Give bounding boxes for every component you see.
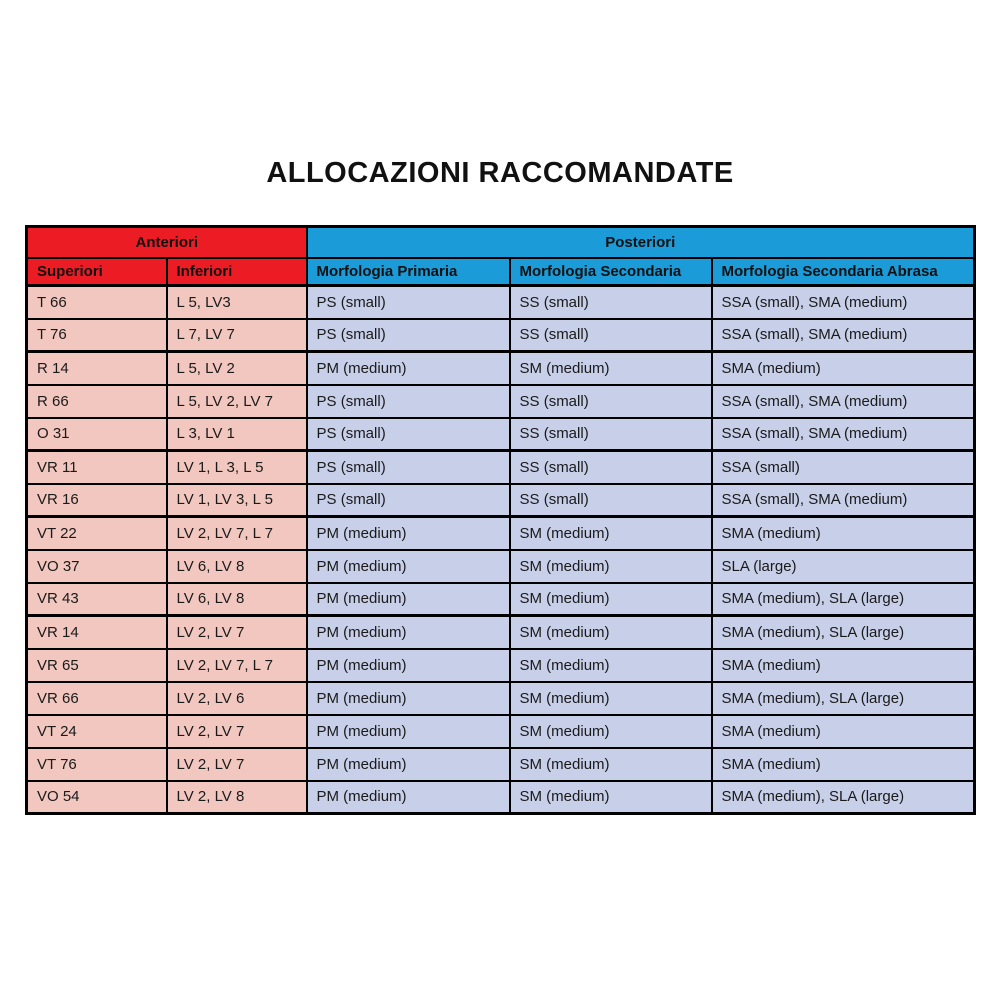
cell-morfologia-secondaria: SM (medium) <box>510 616 712 649</box>
table-row <box>27 649 975 682</box>
cell-superiori: T 66 <box>27 286 167 319</box>
cell-inferiori: L 7, LV 7 <box>167 319 307 352</box>
table-column-header-row <box>27 258 975 286</box>
cell-inferiori: LV 2, LV 8 <box>167 781 307 814</box>
table-row <box>27 418 975 451</box>
cell-morfologia-secondaria-abrasa: SMA (medium) <box>712 517 975 550</box>
table-body <box>27 286 975 814</box>
cell-superiori: R 66 <box>27 385 167 418</box>
cell-morfologia-secondaria: SM (medium) <box>510 715 712 748</box>
cell-superiori: VR 11 <box>27 451 167 484</box>
cell-morfologia-secondaria-abrasa: SLA (large) <box>712 550 975 583</box>
cell-morfologia-secondaria-abrasa: SSA (small), SMA (medium) <box>712 286 975 319</box>
cell-superiori: VR 16 <box>27 484 167 517</box>
cell-morfologia-secondaria-abrasa: SMA (medium), SLA (large) <box>712 781 975 814</box>
cell-morfologia-primaria: PS (small) <box>307 451 510 484</box>
cell-morfologia-secondaria: SS (small) <box>510 484 712 517</box>
cell-superiori: VR 65 <box>27 649 167 682</box>
cell-superiori: VO 54 <box>27 781 167 814</box>
cell-superiori: R 14 <box>27 352 167 385</box>
cell-morfologia-secondaria: SS (small) <box>510 385 712 418</box>
table-row <box>27 319 975 352</box>
column-header-morfologia-primaria: Morfologia Primaria <box>307 258 510 286</box>
cell-morfologia-secondaria-abrasa: SMA (medium) <box>712 748 975 781</box>
cell-morfologia-secondaria-abrasa: SSA (small), SMA (medium) <box>712 385 975 418</box>
cell-morfologia-secondaria: SM (medium) <box>510 748 712 781</box>
cell-superiori: VR 14 <box>27 616 167 649</box>
cell-morfologia-secondaria: SS (small) <box>510 286 712 319</box>
cell-inferiori: LV 1, L 3, L 5 <box>167 451 307 484</box>
cell-morfologia-secondaria: SS (small) <box>510 451 712 484</box>
cell-superiori: VO 37 <box>27 550 167 583</box>
group-header-posteriori: Posteriori <box>307 227 975 258</box>
cell-inferiori: L 5, LV 2, LV 7 <box>167 385 307 418</box>
cell-morfologia-secondaria: SM (medium) <box>510 649 712 682</box>
cell-morfologia-secondaria: SM (medium) <box>510 682 712 715</box>
cell-morfologia-secondaria-abrasa: SMA (medium) <box>712 352 975 385</box>
cell-morfologia-primaria: PM (medium) <box>307 649 510 682</box>
allocations-table <box>25 225 976 815</box>
table-row <box>27 583 975 616</box>
table-row <box>27 484 975 517</box>
cell-inferiori: LV 6, LV 8 <box>167 583 307 616</box>
table-group-header-row <box>27 227 975 258</box>
cell-morfologia-secondaria-abrasa: SMA (medium), SLA (large) <box>712 682 975 715</box>
cell-inferiori: LV 2, LV 7, L 7 <box>167 649 307 682</box>
table-row <box>27 616 975 649</box>
cell-morfologia-primaria: PM (medium) <box>307 583 510 616</box>
cell-superiori: O 31 <box>27 418 167 451</box>
column-header-morfologia-secondaria-abrasa: Morfologia Secondaria Abrasa <box>712 258 975 286</box>
cell-superiori: VT 24 <box>27 715 167 748</box>
column-header-superiori: Superiori <box>27 258 167 286</box>
cell-inferiori: LV 2, LV 7, L 7 <box>167 517 307 550</box>
cell-morfologia-secondaria-abrasa: SSA (small) <box>712 451 975 484</box>
cell-superiori: VR 66 <box>27 682 167 715</box>
cell-superiori: VT 22 <box>27 517 167 550</box>
cell-morfologia-primaria: PS (small) <box>307 418 510 451</box>
cell-morfologia-secondaria: SM (medium) <box>510 583 712 616</box>
cell-morfologia-secondaria: SS (small) <box>510 418 712 451</box>
column-header-inferiori: Inferiori <box>167 258 307 286</box>
cell-morfologia-primaria: PM (medium) <box>307 715 510 748</box>
cell-morfologia-secondaria: SM (medium) <box>510 352 712 385</box>
group-header-anteriori: Anteriori <box>27 227 307 258</box>
cell-inferiori: LV 6, LV 8 <box>167 550 307 583</box>
table-row <box>27 352 975 385</box>
cell-inferiori: L 3, LV 1 <box>167 418 307 451</box>
table-row <box>27 385 975 418</box>
table-row <box>27 517 975 550</box>
cell-superiori: VT 76 <box>27 748 167 781</box>
cell-morfologia-primaria: PM (medium) <box>307 352 510 385</box>
cell-morfologia-primaria: PM (medium) <box>307 781 510 814</box>
cell-morfologia-secondaria-abrasa: SMA (medium) <box>712 649 975 682</box>
cell-morfologia-primaria: PM (medium) <box>307 682 510 715</box>
cell-morfologia-primaria: PM (medium) <box>307 748 510 781</box>
table-row <box>27 715 975 748</box>
cell-morfologia-secondaria-abrasa: SMA (medium) <box>712 715 975 748</box>
table-row <box>27 682 975 715</box>
cell-morfologia-secondaria: SM (medium) <box>510 550 712 583</box>
table-row <box>27 451 975 484</box>
cell-morfologia-secondaria: SS (small) <box>510 319 712 352</box>
cell-superiori: VR 43 <box>27 583 167 616</box>
table-row <box>27 748 975 781</box>
cell-morfologia-primaria: PS (small) <box>307 385 510 418</box>
cell-morfologia-secondaria: SM (medium) <box>510 781 712 814</box>
cell-inferiori: L 5, LV 2 <box>167 352 307 385</box>
table-row <box>27 781 975 814</box>
cell-morfologia-primaria: PM (medium) <box>307 616 510 649</box>
cell-morfologia-secondaria-abrasa: SSA (small), SMA (medium) <box>712 418 975 451</box>
cell-inferiori: LV 1, LV 3, L 5 <box>167 484 307 517</box>
cell-inferiori: LV 2, LV 7 <box>167 748 307 781</box>
cell-inferiori: LV 2, LV 7 <box>167 715 307 748</box>
cell-morfologia-secondaria-abrasa: SMA (medium), SLA (large) <box>712 583 975 616</box>
cell-superiori: T 76 <box>27 319 167 352</box>
page-title: ALLOCAZIONI RACCOMANDATE <box>266 157 734 189</box>
table-row <box>27 550 975 583</box>
table-row <box>27 286 975 319</box>
cell-inferiori: LV 2, LV 7 <box>167 616 307 649</box>
cell-morfologia-secondaria-abrasa: SMA (medium), SLA (large) <box>712 616 975 649</box>
column-header-morfologia-secondaria: Morfologia Secondaria <box>510 258 712 286</box>
cell-morfologia-primaria: PS (small) <box>307 286 510 319</box>
cell-morfologia-primaria: PM (medium) <box>307 517 510 550</box>
cell-inferiori: LV 2, LV 6 <box>167 682 307 715</box>
cell-morfologia-secondaria-abrasa: SSA (small), SMA (medium) <box>712 319 975 352</box>
cell-morfologia-primaria: PS (small) <box>307 319 510 352</box>
cell-inferiori: L 5, LV3 <box>167 286 307 319</box>
cell-morfologia-primaria: PM (medium) <box>307 550 510 583</box>
cell-morfologia-primaria: PS (small) <box>307 484 510 517</box>
cell-morfologia-secondaria: SM (medium) <box>510 517 712 550</box>
cell-morfologia-secondaria-abrasa: SSA (small), SMA (medium) <box>712 484 975 517</box>
